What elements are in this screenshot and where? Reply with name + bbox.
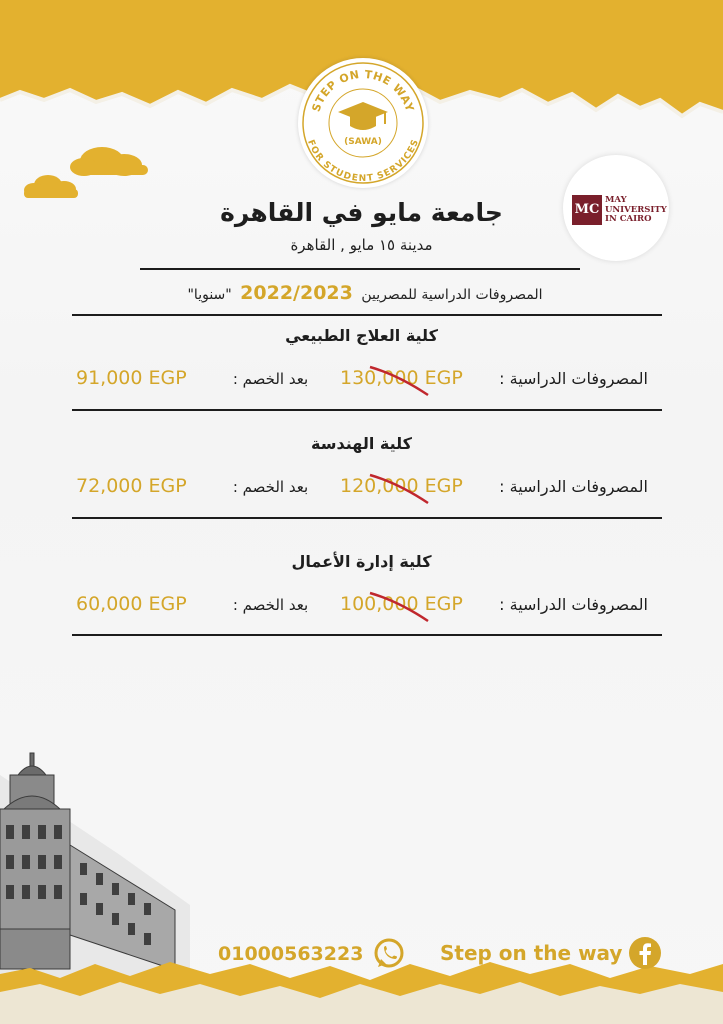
sawa-top-text: STEP ON THE WAY: [309, 67, 417, 114]
sawa-logo: [298, 58, 428, 188]
divider: [140, 268, 580, 270]
fees-heading-suffix: "سنويا": [187, 287, 232, 303]
old-price: [340, 475, 474, 497]
faculty-name: كلية الهندسة: [311, 434, 412, 453]
divider: [72, 314, 662, 316]
page-title: جامعة مايو في القاهرة: [220, 198, 503, 227]
sawa-center-text: (SAWA): [344, 137, 382, 147]
divider: [72, 634, 662, 636]
after-discount-label: بعد الخصم :: [232, 478, 309, 496]
may-logo-line: MAY: [605, 195, 627, 205]
new-price: 60,000 EGP: [76, 593, 187, 615]
fees-heading-prefix: المصروفات الدراسية للمصريين: [361, 287, 543, 303]
facebook-page-name[interactable]: Step on the way: [440, 941, 623, 965]
fee-label: المصروفات الدراسية :: [499, 477, 648, 496]
old-price: [340, 593, 474, 615]
fee-label: المصروفات الدراسية :: [499, 595, 648, 614]
new-price: 91,000 EGP: [76, 367, 187, 389]
old-price-text: 120,000 EGP: [340, 475, 463, 497]
divider: [72, 517, 662, 519]
page-subtitle: مدينة ١٥ مايو , القاهرة: [290, 236, 433, 254]
fees-heading-year: 2022/2023: [240, 282, 353, 304]
may-logo-mark: MC: [572, 195, 602, 225]
old-price-text: 130,000 EGP: [340, 367, 463, 389]
strikethrough-mark: [368, 471, 430, 505]
after-discount-label: بعد الخصم :: [232, 370, 309, 388]
old-price: [340, 367, 474, 389]
after-discount-label: بعد الخصم :: [232, 596, 309, 614]
faculty-name: كلية إدارة الأعمال: [291, 552, 432, 571]
fees-heading: [140, 282, 590, 304]
graduation-cap-icon: [338, 102, 388, 130]
may-logo-line: UNIVERSITY: [605, 204, 667, 215]
strikethrough-mark: [368, 363, 430, 397]
divider: [72, 409, 662, 411]
may-logo-line: IN CAIRO: [605, 214, 652, 224]
strikethrough-mark: [368, 589, 430, 623]
facebook-icon[interactable]: [628, 936, 662, 970]
whatsapp-icon[interactable]: [372, 937, 406, 971]
faculty-name: كلية العلاج الطبيعي: [285, 326, 438, 345]
clouds-decoration: [14, 135, 154, 205]
new-price: 72,000 EGP: [76, 475, 187, 497]
fee-label: المصروفات الدراسية :: [499, 369, 648, 388]
phone-number[interactable]: 01000563223: [218, 943, 364, 965]
old-price-text: 100,000 EGP: [340, 593, 463, 615]
sawa-bottom-text: FOR STUDENT SERVICES: [305, 138, 421, 185]
